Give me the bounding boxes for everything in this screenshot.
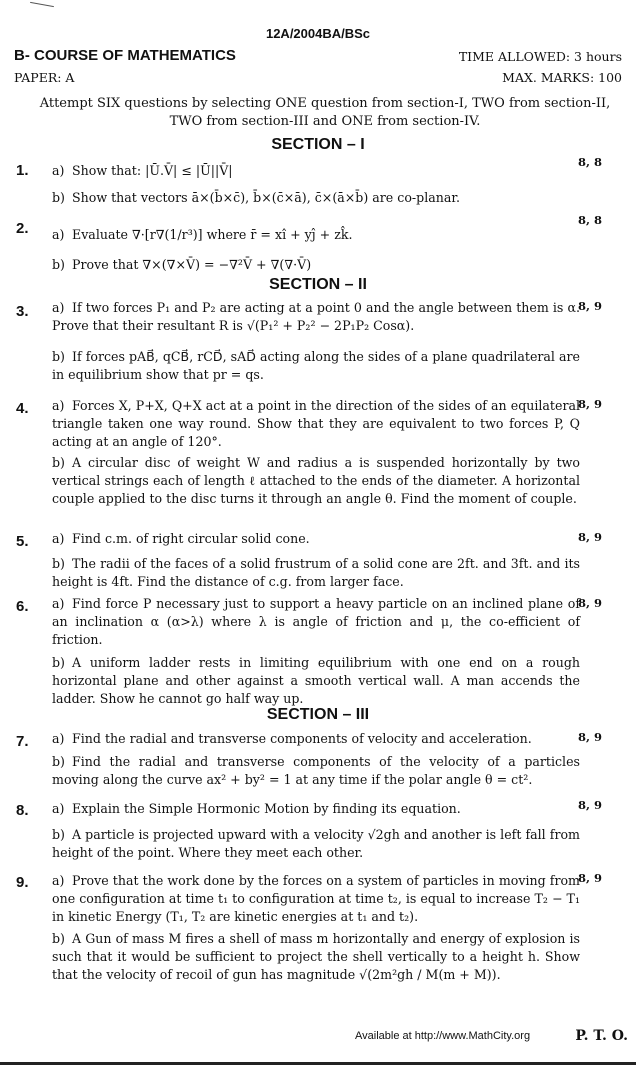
question-marks: 8, 9 bbox=[577, 530, 602, 544]
part-label: a) bbox=[52, 398, 65, 413]
instructions: Attempt SIX questions by selecting ONE question from section-I, TWO from section-II, TWO from section-III and ONE from section-IV. bbox=[39, 96, 611, 129]
paper-label: PAPER: A bbox=[14, 70, 75, 85]
part-text: The radii of the faces of a solid frustrum of a solid cone are 2ft. and 3ft. and its height is 4ft. Find the distance of c.g. from larger face. bbox=[52, 556, 580, 589]
question-number: 9. bbox=[16, 874, 29, 891]
part-text: If forces pAB⃗, qCB⃗, rCD⃗, sAD⃗ acting along the sides of a plane quadrilateral are in equilibrium show that pr = qs. bbox=[52, 349, 580, 382]
question-number: 6. bbox=[16, 598, 29, 615]
part-label: a) bbox=[52, 163, 65, 178]
part-text: Explain the Simple Hormonic Motion by finding its equation. bbox=[72, 801, 461, 816]
scan-mark bbox=[30, 2, 54, 7]
part-text: Show that vectors ā×(b̄×c̄), b̄×(c̄×ā), c̄×(ā×b̄) are co-planar. bbox=[72, 190, 461, 205]
time-allowed: TIME ALLOWED: 3 hours bbox=[458, 49, 622, 64]
question-number: 4. bbox=[16, 400, 29, 417]
question-marks: 8, 9 bbox=[577, 397, 602, 411]
question-marks: 8, 9 bbox=[577, 871, 602, 885]
question-marks: 8, 9 bbox=[577, 596, 602, 610]
part-label: b) bbox=[52, 754, 65, 769]
question-part bbox=[52, 162, 580, 180]
footer-source: Available at http://www.MathCity.org bbox=[355, 1030, 531, 1042]
part-label: b) bbox=[52, 190, 65, 205]
question-number: 5. bbox=[16, 533, 29, 550]
part-text: A particle is projected upward with a velocity √2gh and another is left fall from height of the point. Where they meet each other. bbox=[52, 827, 580, 860]
question-part bbox=[52, 595, 580, 649]
part-label: a) bbox=[52, 801, 65, 816]
part-label: b) bbox=[52, 349, 65, 364]
question-number: 8. bbox=[16, 802, 29, 819]
question-number: 7. bbox=[16, 733, 29, 750]
question-part bbox=[52, 348, 580, 384]
part-text: Evaluate ∇·[r∇(1/r³)] where r̄ = xî + yĵ + zk̂. bbox=[72, 227, 353, 242]
part-text: A circular disc of weight W and radius a is suspended horizontally by two vertical strings each of length ℓ attached to the ends of the diameter. A horizontal couple applied to the disc turns it through an angle θ. Find the moment of couple. bbox=[52, 455, 580, 506]
question-part bbox=[52, 256, 580, 274]
part-text: Find the radial and transverse components of the velocity of a particles moving along the curve ax² + by² = 1 at any time if the polar angle θ = ct². bbox=[52, 754, 580, 787]
question-part bbox=[52, 397, 580, 451]
part-label: a) bbox=[52, 227, 65, 242]
part-label: b) bbox=[52, 827, 65, 842]
part-text: Show that: |Ū.V̄| ≤ |Ū||V̄| bbox=[72, 163, 233, 178]
question-part bbox=[52, 753, 580, 789]
part-text: Find c.m. of right circular solid cone. bbox=[72, 531, 310, 546]
part-label: b) bbox=[52, 655, 65, 670]
question-part bbox=[52, 555, 580, 591]
part-label: b) bbox=[52, 556, 65, 571]
part-text: Prove that ∇×(∇×V̄) = −∇²V̄ + ∇(∇·V̄) bbox=[72, 257, 312, 272]
part-text: A uniform ladder rests in limiting equilibrium with one end on a rough horizontal plane and other against a smooth vertical wall. A man accends the ladder. Show he cannot go half way up. bbox=[52, 655, 580, 706]
part-text: A Gun of mass M fires a shell of mass m horizontally and energy of explosion is such that it would be sufficient to project the shell vertically to a height h. Show that the velocity of recoil of gun has magnitude √(2m²gh / M(m + M)). bbox=[52, 931, 580, 982]
question-marks: 8, 8 bbox=[577, 155, 602, 169]
question-part bbox=[52, 654, 580, 708]
part-text: Find force P necessary just to support a heavy particle on an inclined plane of an inclination α (α>λ) where λ is angle of friction and μ, the co-efficient of friction. bbox=[52, 596, 580, 647]
question-marks: 8, 8 bbox=[577, 213, 602, 227]
question-part bbox=[52, 226, 580, 244]
question-part bbox=[52, 730, 580, 748]
question-part bbox=[52, 189, 580, 207]
section-heading-2: SECTION – II bbox=[269, 276, 367, 293]
question-part bbox=[52, 872, 580, 926]
part-label: a) bbox=[52, 300, 65, 315]
question-number: 2. bbox=[16, 220, 29, 237]
part-text: If two forces P₁ and P₂ are acting at a point 0 and the angle between them is α. Prove that their resultant R is √(P₁² + P₂² − 2P₁P₂ Cosα). bbox=[52, 300, 580, 333]
question-part bbox=[52, 930, 580, 984]
part-label: b) bbox=[52, 257, 65, 272]
part-label: a) bbox=[52, 731, 65, 746]
part-label: a) bbox=[52, 596, 65, 611]
question-part bbox=[52, 530, 580, 548]
paper-code: 12A/2004BA/BSc bbox=[265, 26, 371, 41]
part-text: Find the radial and transverse components of velocity and acceleration. bbox=[72, 731, 532, 746]
part-label: b) bbox=[52, 455, 65, 470]
question-part bbox=[52, 454, 580, 508]
part-text: Forces X, P+X, Q+X act at a point in the direction of the sides of an equilateral triangle taken one way round. Show that they are equivalent to two forces P, Q acting at an angle of 120°. bbox=[52, 398, 580, 449]
question-part bbox=[52, 826, 580, 862]
question-marks: 8, 9 bbox=[577, 730, 602, 744]
question-number: 1. bbox=[16, 162, 29, 179]
part-text: Prove that the work done by the forces on a system of particles in moving from one configuration at time t₁ to configuration at time t₂, is equal to increase T₂ − T₁ in kinetic Energy (T₁, T₂ are kinetic energies at t₁ and t₂). bbox=[52, 873, 580, 924]
section-heading-3: SECTION – III bbox=[266, 706, 370, 723]
course-title: B- COURSE OF MATHEMATICS bbox=[14, 47, 236, 64]
part-label: a) bbox=[52, 531, 65, 546]
question-marks: 8, 9 bbox=[577, 798, 602, 812]
part-label: b) bbox=[52, 931, 65, 946]
max-marks: MAX. MARKS: 100 bbox=[502, 70, 622, 85]
question-number: 3. bbox=[16, 303, 29, 320]
question-part bbox=[52, 800, 580, 818]
question-part bbox=[52, 299, 580, 335]
part-label: a) bbox=[52, 873, 65, 888]
pto-label: P. T. O. bbox=[575, 1028, 628, 1044]
question-marks: 8, 9 bbox=[577, 299, 602, 313]
section-heading-1: SECTION – I bbox=[271, 136, 365, 153]
